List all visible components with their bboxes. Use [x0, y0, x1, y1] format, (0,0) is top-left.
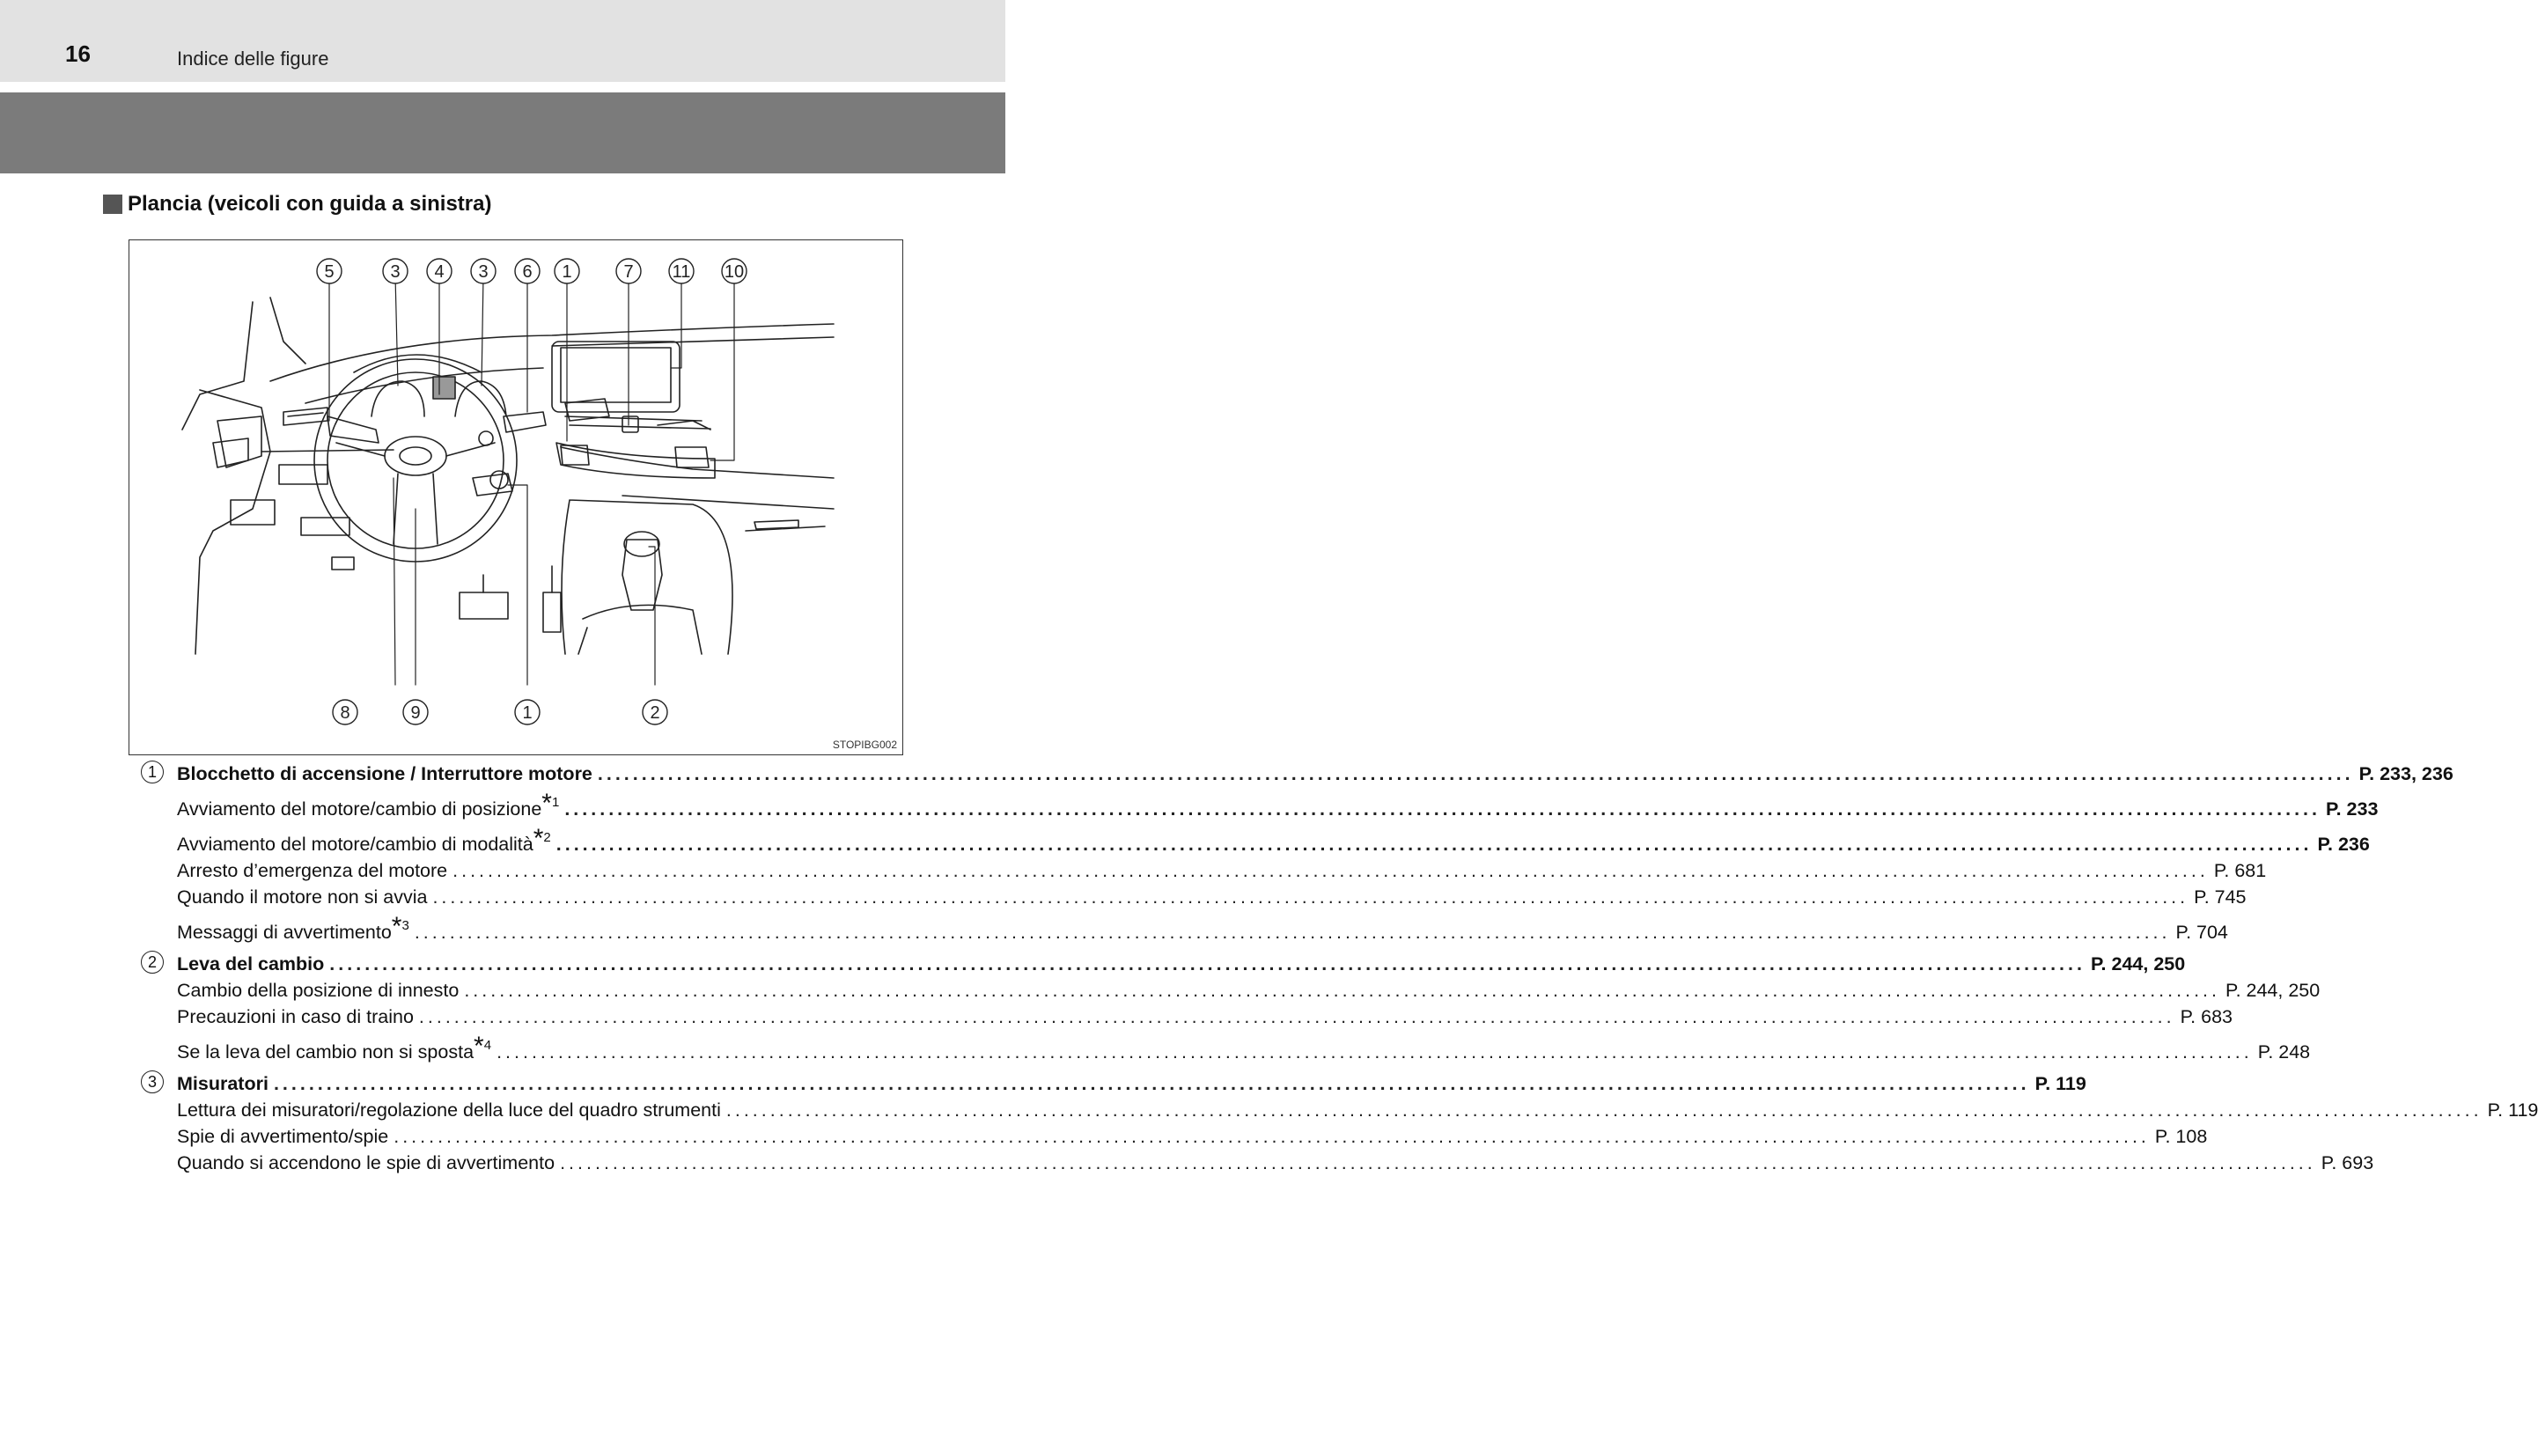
- leader-dots: ........................................................................................................................................................................................................: [452, 860, 2209, 881]
- horn-pad: [385, 437, 446, 475]
- gauge-hood: [354, 355, 482, 372]
- entry-row: [141, 820, 2370, 856]
- callout-label: 1: [562, 262, 572, 282]
- seat: [578, 605, 702, 654]
- entry-page-ref[interactable]: P. 119: [2487, 1099, 2538, 1121]
- callout-top-5: [555, 259, 579, 283]
- callout-top-7: [669, 259, 694, 283]
- callout-label: 3: [390, 262, 401, 282]
- callout-top-8: [722, 259, 747, 283]
- entry-number-badge: 2: [141, 951, 164, 974]
- entry-page-ref[interactable]: P. 236: [2317, 834, 2370, 855]
- entry-heading: [141, 949, 2186, 975]
- brake-pedal: [460, 592, 508, 619]
- entry-row: [141, 882, 2247, 908]
- leader-dots: ........................................................................................................................................................................................................: [329, 953, 2086, 974]
- entry-heading: [141, 1069, 2086, 1095]
- leader-dots: ........................................................................................................................................................................................................: [418, 1006, 2175, 1027]
- entry-row: [141, 1002, 2233, 1028]
- chapter-band: [0, 92, 1005, 173]
- entry-label: Leva del cambio: [177, 953, 325, 974]
- entry-label: Blocchetto di accensione / Interruttore motore: [177, 763, 592, 784]
- callout-bottom-2: [515, 700, 540, 724]
- footnote-number: 2: [543, 830, 551, 845]
- callout-top-4: [515, 259, 540, 283]
- callout-label: 3: [478, 262, 489, 282]
- dashboard-figure: [129, 239, 903, 755]
- entry-label: Spie di avvertimento/spie: [177, 1126, 389, 1147]
- entry-group-3: [141, 1069, 2538, 1174]
- callout-label: 6: [522, 262, 533, 282]
- engine-button: [479, 431, 493, 445]
- entry-page-ref[interactable]: P. 248: [2257, 1041, 2311, 1063]
- leader-lines: [329, 276, 734, 685]
- entry-row: [141, 975, 2321, 1002]
- entry-label: Lettura dei misuratori/regolazione della luce del quadro strumenti: [177, 1099, 721, 1121]
- entry-page-ref[interactable]: P. 119: [2034, 1073, 2086, 1094]
- pedal-arm: [483, 566, 552, 592]
- entry-page-ref[interactable]: P. 244, 250: [2225, 980, 2321, 1001]
- entry-page-ref[interactable]: P. 681: [2213, 860, 2267, 881]
- leader-dots: ........................................................................................................................................................................................................: [414, 922, 2171, 943]
- callout-bottom-1: [403, 700, 428, 724]
- callout-label: 7: [623, 262, 634, 282]
- entry-page-ref[interactable]: P. 745: [2194, 886, 2247, 908]
- window-switches: [231, 500, 275, 525]
- dashboard-illustration: [129, 240, 904, 756]
- accel-pedal: [543, 592, 561, 632]
- entry-number-badge: 1: [141, 761, 164, 783]
- leader-dots: ........................................................................................................................................................................................................: [394, 1126, 2150, 1147]
- section-title: [103, 192, 491, 217]
- leader-dots: ........................................................................................................................................................................................................: [725, 1099, 2483, 1121]
- callout-bottom-3: [643, 700, 667, 724]
- callout-bottom-0: [333, 700, 357, 724]
- leader-dots: ........................................................................................................................................................................................................: [497, 1041, 2253, 1063]
- multimedia-screen: [552, 342, 680, 412]
- center-console: [562, 500, 732, 654]
- entry-row: [141, 1028, 2311, 1063]
- footnote-asterisk: *: [391, 912, 402, 941]
- leader-dots: ........................................................................................................................................................................................................: [564, 798, 2321, 820]
- figure-code: STOPIBG002: [832, 739, 897, 751]
- section-title-text: Plancia (veicoli con guida a sinistra): [128, 192, 492, 216]
- center-display: [433, 377, 455, 399]
- callouts-bottom: [333, 700, 667, 724]
- entry-label: Avviamento del motore/cambio di posizione*$^1$: [177, 789, 560, 820]
- callout-label: 1: [522, 703, 533, 723]
- footnote-asterisk: *: [541, 789, 552, 818]
- entry-label: Quando il motore non si avvia: [177, 886, 428, 908]
- entry-page-ref[interactable]: P. 233, 236: [2358, 763, 2453, 784]
- leader-dots: ........................................................................................................................................................................................................: [432, 886, 2189, 908]
- leader-dots: ........................................................................................................................................................................................................: [560, 1152, 2316, 1173]
- callouts-top: [317, 259, 747, 283]
- switch-block-upper: [279, 465, 327, 484]
- entry-row: [141, 908, 2228, 944]
- header-title: Indice delle figure: [177, 48, 329, 70]
- entry-label: Cambio della posizione di innesto: [177, 980, 460, 1001]
- shift-knob: [624, 532, 659, 556]
- entry-page-ref[interactable]: P. 108: [2154, 1126, 2208, 1147]
- callout-label: 2: [650, 703, 660, 723]
- entry-number-badge: 3: [141, 1070, 164, 1093]
- entry-heading: [141, 759, 2453, 785]
- callout-label: 5: [324, 262, 335, 282]
- entry-group-2: [141, 949, 2321, 1063]
- callout-label: 11: [672, 262, 691, 282]
- entry-label: Avviamento del motore/cambio di modalità*$^2$: [177, 824, 551, 855]
- door-handle: [213, 438, 248, 467]
- leader-dots: ........................................................................................................................................................................................................: [597, 763, 2354, 784]
- entry-label: Misuratori: [177, 1073, 269, 1094]
- horn-emblem: [400, 447, 431, 465]
- footnote-number: 3: [401, 918, 409, 933]
- glovebox: [746, 520, 825, 531]
- callout-label: 4: [434, 262, 445, 282]
- a-pillar: [182, 298, 305, 430]
- shift-lever: [622, 540, 662, 610]
- hood-release: [332, 557, 354, 570]
- leader-dots: ........................................................................................................................................................................................................: [555, 834, 2313, 855]
- entry-page-ref[interactable]: P. 683: [2180, 1006, 2233, 1027]
- entry-page-ref[interactable]: P. 244, 250: [2090, 953, 2186, 974]
- climate-knob-right: [675, 447, 709, 467]
- entry-label: Messaggi di avvertimento*$^3$: [177, 912, 409, 943]
- door-panel: [195, 390, 270, 654]
- entry-row: [141, 1148, 2374, 1174]
- entry-group-1: [141, 759, 2453, 944]
- callout-top-3: [471, 259, 496, 283]
- entry-label: Se la leva del cambio non si sposta*$^4$: [177, 1032, 492, 1063]
- entry-row: [141, 1121, 2208, 1148]
- entry-row: [141, 856, 2267, 882]
- callout-label: 10: [724, 262, 745, 282]
- footnote-number: 1: [551, 795, 560, 810]
- entry-label: Arresto d’emergenza del motore: [177, 860, 448, 881]
- callout-label: 8: [340, 703, 350, 723]
- callout-top-6: [616, 259, 641, 283]
- callout-top-2: [427, 259, 452, 283]
- entry-list: [141, 759, 2538, 1180]
- footnote-asterisk: *: [474, 1032, 484, 1061]
- leader-dots: ........................................................................................................................................................................................................: [273, 1073, 2030, 1094]
- dash-lower: [261, 447, 834, 509]
- footnote-asterisk: *: [533, 824, 544, 853]
- page-number: 16: [65, 40, 91, 67]
- callout-top-0: [317, 259, 342, 283]
- entry-label: Quando si accendono le spie di avvertimento: [177, 1152, 555, 1173]
- entry-label: Precauzioni in caso di traino: [177, 1006, 414, 1027]
- entry-row: [141, 785, 2379, 820]
- left-stalk: [327, 416, 379, 443]
- footnote-number: 4: [483, 1038, 492, 1053]
- section-square-icon: [103, 195, 122, 214]
- callout-top-1: [383, 259, 408, 283]
- header-bar: [0, 0, 1005, 82]
- entry-page-ref[interactable]: P. 704: [2175, 922, 2228, 943]
- entry-page-ref[interactable]: P. 233: [2326, 798, 2379, 820]
- leader-dots: ........................................................................................................................................................................................................: [464, 980, 2220, 1001]
- multimedia-screen-inner: [561, 348, 671, 402]
- entry-page-ref[interactable]: P. 693: [2321, 1152, 2374, 1173]
- entry-row: [141, 1095, 2538, 1121]
- callout-label: 9: [410, 703, 421, 723]
- switch-block-lower: [301, 518, 349, 535]
